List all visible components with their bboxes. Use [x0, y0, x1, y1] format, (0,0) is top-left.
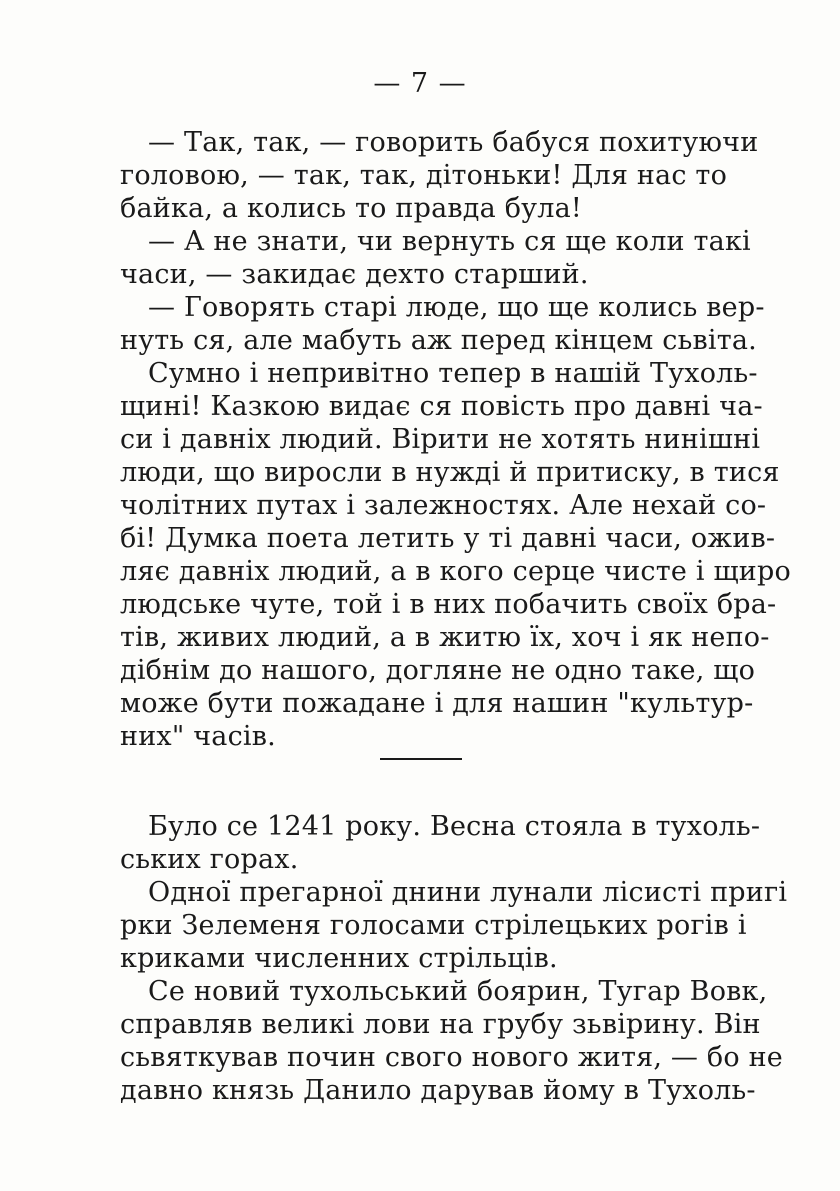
page-number: — 7 —	[373, 68, 467, 99]
text-line: си і давніх людий. Вірити не хотять нинішні	[120, 424, 761, 455]
text-line: Одної прегарної днини лунали лісисті пригі	[148, 877, 788, 908]
text-line: байка, а колись то правда була!	[120, 193, 582, 224]
text-line: тів, живих людий, а в житю їх, хоч і як непо-	[120, 622, 770, 653]
text-line: може бути пожадане і для нашин "культур-	[120, 688, 754, 719]
text-line: них" часів.	[120, 721, 276, 752]
text-line: ських горах.	[120, 844, 299, 875]
text-line: нуть ся, але мабуть аж перед кінцем сьвіта.	[120, 325, 757, 356]
text-line: рки Зелеменя голосами стрілецьких рогів і	[120, 910, 747, 941]
text-line: — Так, так, — говорить бабуся похитуючи	[148, 127, 759, 158]
text-line: Сумно і непривітно тепер в нашій Тухоль-	[148, 358, 758, 389]
text-line: щині! Казкою видає ся повість про давні ча-	[120, 391, 763, 422]
text-line: — А не знати, чи вернуть ся ще коли такі	[148, 226, 751, 257]
text-line: — Говорять старі люде, що ще колись вер-	[148, 292, 765, 323]
text-line: сьвяткував почин свого нового житя, — бо не	[120, 1042, 783, 1073]
text-line: дібнім до нашого, догляне не одно таке, що	[120, 655, 756, 686]
text-line: головою, — так, так, дітоньки! Для нас то	[120, 160, 728, 191]
text-line: Се новий тухольський боярин, Тугар Вовк,	[148, 976, 768, 1007]
text-line: людське чуте, той і в них побачить своїх бра-	[120, 589, 777, 620]
text-line: часи, — закидає дехто старший.	[120, 259, 589, 290]
text-line: бі! Думка поета летить у ті давні часи, ожив-	[120, 523, 776, 554]
text-line: ляє давніх людий, а в кого серце чисте і щиро	[120, 556, 791, 587]
section-divider	[380, 758, 462, 760]
text-line: криками численних стрільців.	[120, 943, 558, 974]
text-line: давно князь Данило дарував йому в Тухоль-	[120, 1075, 756, 1106]
text-line: чолітних путах і залежностях. Але нехай со-	[120, 490, 767, 521]
text-line: справляв великі лови на грубу зьвірину. Він	[120, 1009, 761, 1040]
text-line: Було се 1241 року. Весна стояла в тухоль-	[148, 811, 761, 842]
text-line: люди, що виросли в нужді й притиску, в тися	[120, 457, 780, 488]
